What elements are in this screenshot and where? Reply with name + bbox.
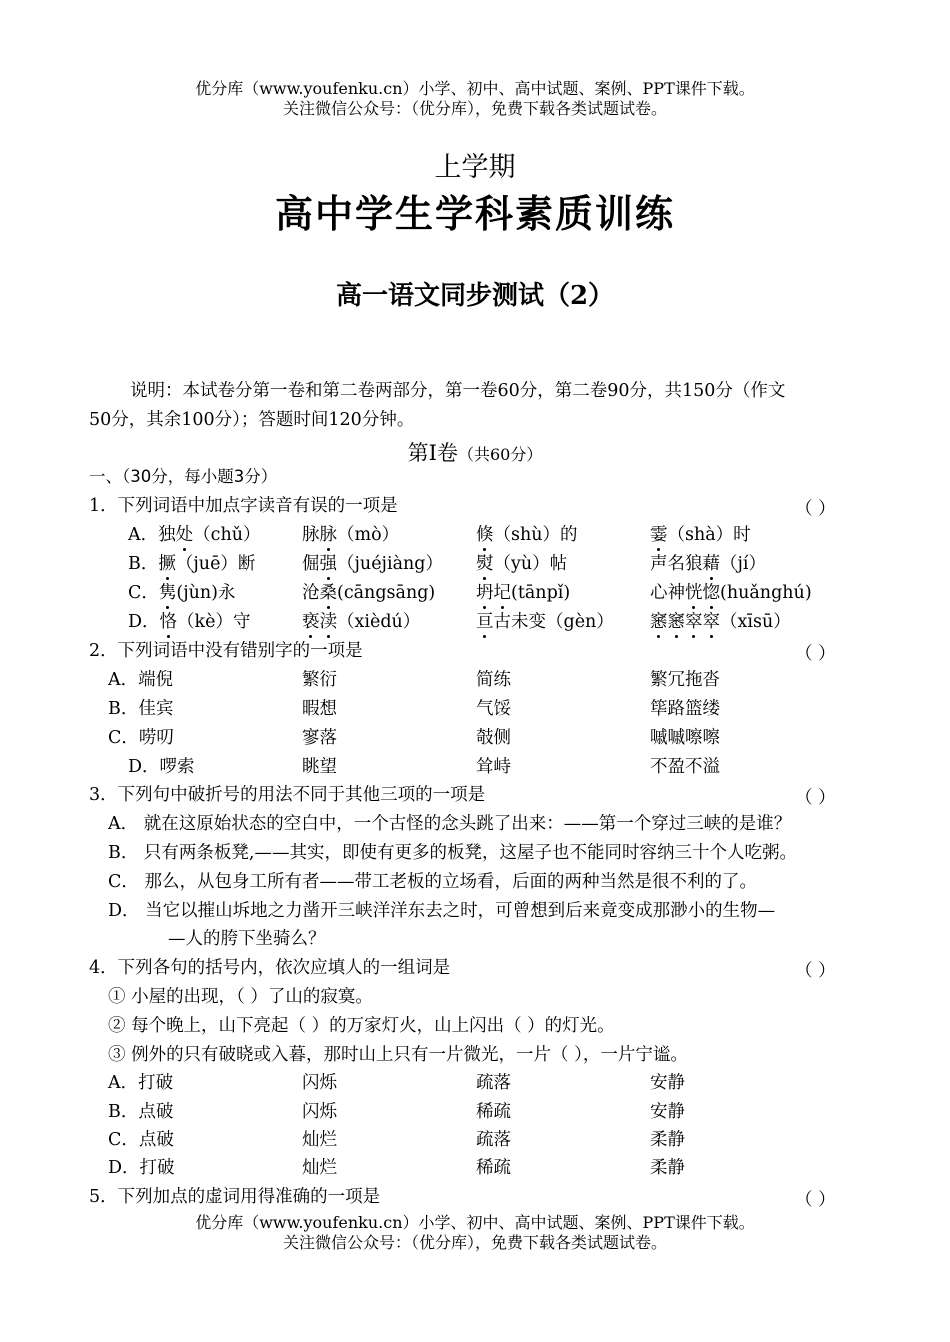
q1-option-b: B．撅（juē）断: [128, 554, 256, 574]
q3-option-d: D． 当它以摧山坼地之力凿开三峡洋洋东去之时，可曾想到后来竟变成那渺小的生物—: [108, 901, 776, 921]
q2-stem: 2．下列词语中没有错别字的一项是: [89, 641, 363, 661]
q4-answer-bracket[interactable]: （ ）: [795, 961, 836, 981]
q2-b-4: 筚路篮缕: [650, 699, 720, 719]
q3-stem: 3．下列句中破折号的用法不同于其他三项的一项是: [89, 785, 486, 805]
term-title: 上学期: [434, 152, 516, 183]
q1-a-item-3: 倏（shù）的: [476, 525, 578, 545]
q4-stem: 4．下列各句的括号内，依次应填人的一组词是: [89, 958, 451, 978]
q2-a-1: A．端倪: [108, 670, 174, 690]
q5-stem: 5．下列加点的虚词用得准确的一项是: [89, 1187, 381, 1207]
q1-d-item-2: 亵渎（xièdú）: [302, 612, 421, 632]
part-heading: 一、（30分，每小题3分）: [89, 467, 278, 486]
footer-line-1: 优分库（www.youfenku.cn）小学、初中、高中试题、案例、PPT课件下载。: [195, 1213, 755, 1232]
q4-c-4: 柔静: [650, 1130, 685, 1150]
q2-d-3: 耸峙: [476, 757, 511, 777]
section-heading: [0, 437, 950, 467]
q3-option-d-cont: —人的胯下坐骑么？: [168, 929, 326, 949]
q4-a-2: 闪烁: [302, 1073, 337, 1093]
instructions-line-1: 说明：本试卷分第一卷和第二卷两部分，第一卷60分，第二卷90分，共150分（作文: [130, 381, 786, 401]
q4-a-1: A．打破: [108, 1073, 174, 1093]
q1-c-item-4: 心神恍惚(huǎnghú): [650, 583, 812, 603]
q5-answer-bracket[interactable]: （ ）: [795, 1190, 836, 1210]
q4-b-2: 闪烁: [302, 1102, 337, 1122]
header-line-2: 关注微信公众号：（优分库），免费下载各类试题试卷。: [282, 99, 667, 118]
q2-b-1: B．佳宾: [108, 699, 174, 719]
q4-b-3: 稀疏: [476, 1102, 511, 1122]
q2-a-2: 繁衍: [302, 670, 337, 690]
q1-option-d: D．恪（kè）守: [128, 612, 251, 632]
q4-a-3: 疏落: [476, 1073, 511, 1093]
q4-sentence-1: ① 小屋的出现，（ ）了山的寂寞。: [108, 987, 373, 1007]
q1-d-item-3: 亘古未变（gèn）: [476, 612, 614, 632]
q1-b-item-3: 熨（yù）帖: [476, 554, 568, 574]
q1-c-item-2: 沧桑(cāngsāng): [302, 583, 436, 603]
q3-option-c: C． 那么，从包身工所有者——带工老板的立场看，后面的两种当然是很不利的了。: [108, 872, 757, 892]
q4-sentence-2: ② 每个晚上，山下亮起（ ）的万家灯火，山上闪出（ ）的灯光。: [108, 1016, 615, 1036]
q1-option-c: C．隽(jùn)永: [128, 583, 236, 603]
header-line-1: 优分库（www.youfenku.cn）小学、初中、高中试题、案例、PPT课件下载。: [195, 79, 755, 98]
q2-answer-bracket[interactable]: （ ）: [795, 644, 836, 664]
q4-sentence-3: ③ 例外的只有破晓或入暮，那时山上只有一片微光，一片（ ），一片宁谧。: [108, 1045, 688, 1065]
q2-d-2: 眺望: [302, 757, 337, 777]
q4-d-1: D．打破: [108, 1158, 175, 1178]
q4-c-3: 疏落: [476, 1130, 511, 1150]
q1-d-item-4: 窸窸窣窣（xīsū）: [650, 612, 791, 632]
q3-option-b: B． 只有两条板凳,——其实，即使有更多的板凳，这屋子也不能同时容纳三十个人吃粥。: [108, 843, 797, 863]
q2-c-3: 攲侧: [476, 728, 511, 748]
instructions-line-2: 50分，其余100分）；答题时间120分钟。: [89, 410, 415, 430]
q2-d-1: D．啰索: [128, 757, 195, 777]
q1-option-a: A．独处（chǔ）: [128, 525, 261, 545]
q4-d-3: 稀疏: [476, 1158, 511, 1178]
q4-c-2: 灿烂: [302, 1130, 337, 1150]
q4-b-4: 安静: [650, 1102, 685, 1122]
q1-answer-bracket[interactable]: （ ）: [795, 499, 836, 519]
q4-d-2: 灿烂: [302, 1158, 337, 1178]
q1-b-item-4: 声名狼藉（jí）: [650, 554, 767, 574]
q4-c-1: C．点破: [108, 1130, 174, 1150]
q2-a-4: 繁冗拖沓: [650, 670, 720, 690]
q4-b-1: B．点破: [108, 1102, 174, 1122]
q3-answer-bracket[interactable]: （ ）: [795, 788, 836, 808]
q2-b-3: 气馁: [476, 699, 511, 719]
q2-c-2: 寥落: [302, 728, 337, 748]
q2-a-3: 简练: [476, 670, 511, 690]
q2-d-4: 不盈不溢: [650, 757, 720, 777]
q1-b-item-2: 倔强（juéjiàng）: [302, 554, 443, 574]
q3-option-a: A． 就在这原始状态的空白中，一个古怪的念头跳了出来：——第一个穿过三峡的是谁？: [108, 814, 792, 834]
q2-c-4: 嘁嘁嚓嚓: [650, 728, 720, 748]
q1-stem: 1．下列词语中加点字读音有误的一项是: [89, 496, 398, 516]
q4-d-4: 柔静: [650, 1158, 685, 1178]
q4-a-4: 安静: [650, 1073, 685, 1093]
q1-c-item-3: 坍圮(tānpǐ): [476, 583, 571, 603]
q2-b-2: 暇想: [302, 699, 337, 719]
q2-c-1: C．唠叨: [108, 728, 174, 748]
section-note: （共60分）: [457, 445, 543, 464]
test-title: 高一语文同步测试（2）: [335, 281, 615, 311]
section-title: 第Ⅰ卷: [407, 441, 458, 465]
footer-line-2: 关注微信公众号：（优分库），免费下载各类试题试卷。: [282, 1233, 667, 1252]
q1-a-item-2: 脉脉（mò）: [302, 525, 400, 545]
q1-a-item-4: 霎（shà）时: [650, 525, 751, 545]
main-title: 高中学生学科素质训练: [274, 192, 675, 236]
